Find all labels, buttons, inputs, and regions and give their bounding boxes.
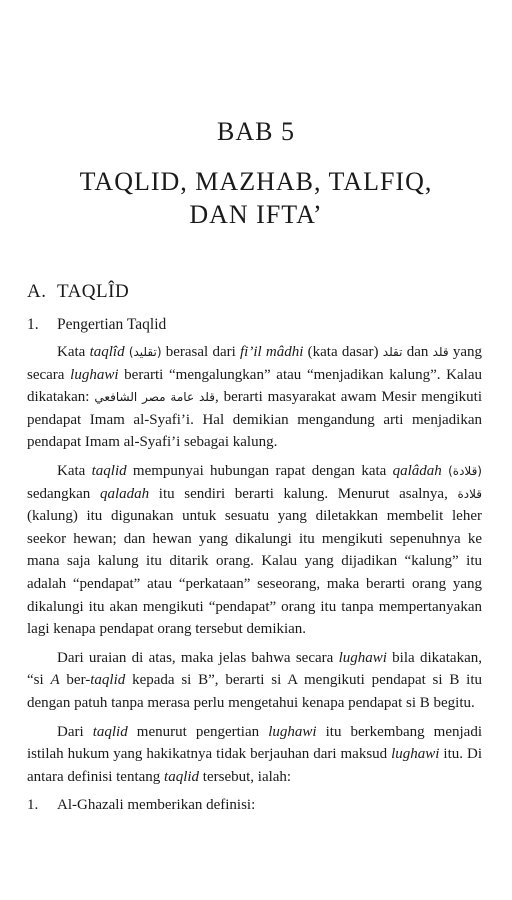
p1-text: Kata [57, 344, 90, 360]
p1-text: berasal dari [161, 344, 241, 360]
p2-text: (kalung) itu digunakan untuk sesuatu yang diletakkan membelit leher seekor hewan; dan hewan yang dikalungi itu mengikuti sepenuhnya ke mana saja kalung itu ditarik orang. Kalau yang dijadikan “kalung” itu adalah “pendapat” atau “perkataan” seseorang, maka berarti orang yang dikalungi itu akan mengikuti “pendapat” orang itu tanpa mempertanyakan lagi kenapa pendapat orang tersebut demikian. [27, 508, 482, 638]
p3-text: Dari uraian di atas, maka jelas bahwa secara [57, 649, 339, 666]
list-item [27, 794, 482, 817]
p1-arabic: (تقليد) [128, 345, 162, 359]
paragraph-1 [27, 341, 482, 454]
p2-text: mempunyai hubungan rapat dengan kata [126, 462, 393, 479]
p4-text: menurut pengertian [127, 723, 269, 740]
subsection-heading [27, 316, 166, 334]
subsection-title: Pengertian Taqlid [57, 316, 167, 333]
subsection-number: 1. [27, 316, 39, 333]
list-text: Al-Ghazali memberikan definisi: [57, 797, 256, 814]
p1-text: , berarti masyarakat awam Mesir mengikuti pendapat Imam al-Syafi’i. Hal demikian mengandung arti menjadikan pendapat Imam al-Syafi’i sebagai kalung. [27, 389, 482, 451]
p4-text: itu. Di antara definisi tentang [27, 746, 482, 785]
p1-term: lughawi [70, 366, 119, 383]
p1-text: dan [402, 344, 433, 360]
p4-term: lughawi [391, 746, 440, 763]
p2-term: qaladah [99, 485, 150, 502]
p4-term: taqlid [92, 723, 128, 740]
p2-term: qalâdah [392, 462, 442, 479]
p1-arabic: تقلد [382, 345, 403, 359]
section-title: TAQLÎD [57, 281, 130, 302]
p4-text: tersebut, ialah: [199, 768, 292, 785]
paragraph-2 [27, 460, 482, 641]
p2-text: Kata [57, 462, 92, 479]
p3-text: bila dikatakan, “si [27, 649, 483, 689]
p4-term: taqlid [164, 768, 200, 785]
p3-term: taqlid [90, 672, 126, 689]
p1-term: fi’il mâdhi [240, 344, 304, 360]
chapter-title-line1: TAQLID, MAZHAB, TALFIQ, [79, 167, 433, 196]
paragraph-4 [27, 721, 482, 789]
p2-arabic: (قلادة) [448, 463, 482, 478]
p2-text: sedangkan [27, 485, 100, 502]
p3-term: A [50, 672, 60, 689]
p2-text: itu sendiri berarti kalung. Menurut asalnya, [149, 485, 458, 502]
list-number: 1. [27, 797, 39, 814]
p3-term: lughawi [338, 649, 387, 666]
paragraph-3 [27, 647, 482, 715]
p3-text: ber- [59, 672, 91, 689]
section-heading [27, 281, 129, 303]
p2-arabic: قلادة [457, 486, 482, 501]
p1-text: (kata dasar) [303, 344, 383, 360]
body-text [27, 341, 482, 817]
p1-arabic: قلد عامة مصر الشافعي [94, 390, 216, 405]
p1-text: yang secara [27, 344, 483, 383]
section-number: A. [27, 281, 47, 302]
p1-arabic: قلد [432, 345, 449, 359]
p1-text: berarti “mengalungkan” atau “menjadikan kalung”. Kalau dikatakan: [27, 366, 483, 406]
chapter-title-line2: DAN IFTA’ [189, 200, 323, 229]
chapter-number: BAB 5 [217, 117, 295, 146]
p2-term: taqlid [91, 462, 127, 479]
p4-term: lughawi [268, 723, 317, 740]
p1-term: taqlîd [89, 344, 125, 360]
p4-text: Dari [57, 723, 93, 740]
p4-text: itu berkembang menjadi istilah hukum yang hakikatnya tidak berjauhan dari maksud [27, 723, 483, 763]
p3-text: kepada si B”, berarti si A mengikuti pendapat si B itu dengan patuh tanpa merasa perlu mengetahui kenapa pendapat si B begitu. [27, 672, 482, 711]
